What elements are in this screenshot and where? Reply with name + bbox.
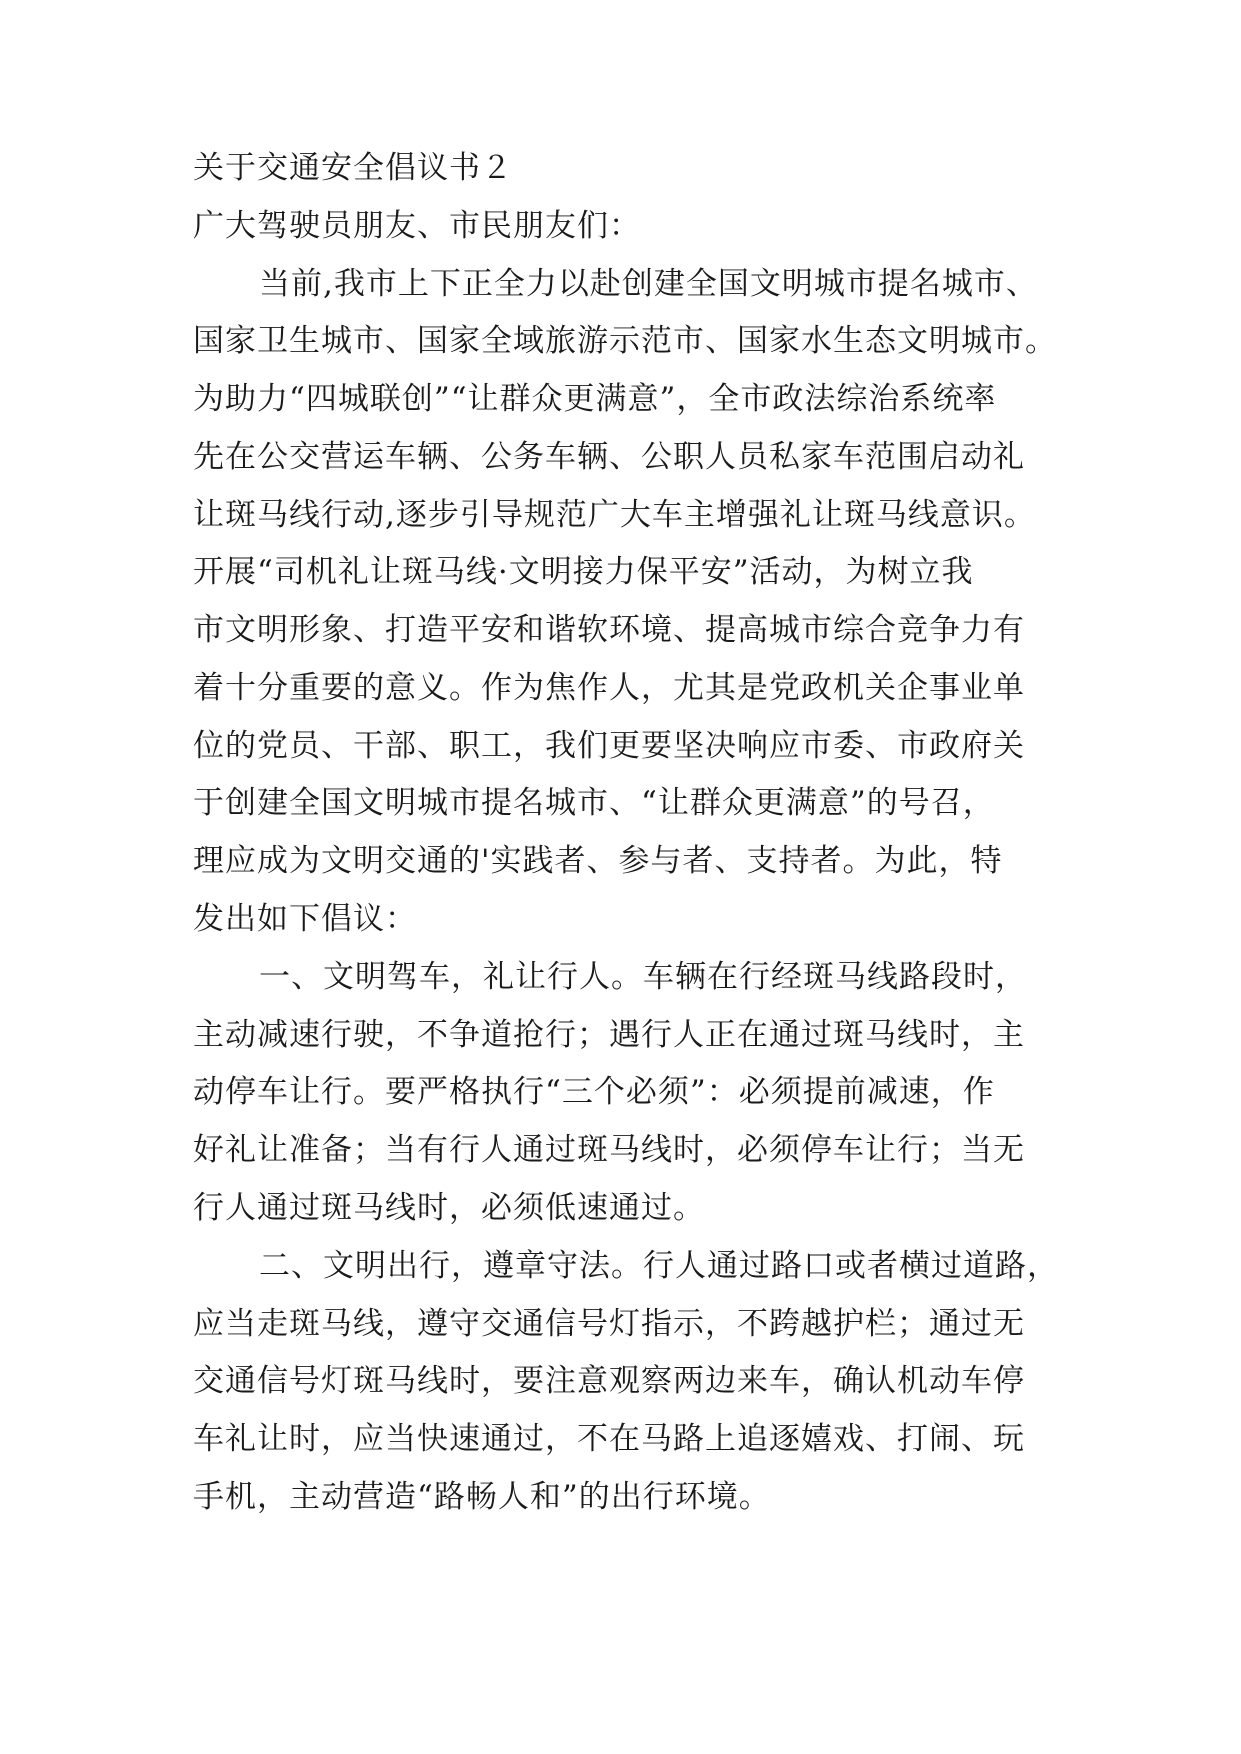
text-line: 着十分重要的意义。作为焦作人，尤其是党政机关企事业单 [193,670,1025,706]
text-line: 一、文明驾车，礼让行人。车辆在行经斑马线路段时， [259,959,1027,995]
document-title: 关于交通安全倡议书２ [193,150,513,186]
text-line: 主动减速行驶，不争道抢行；遇行人正在通过斑马线时，主 [193,1017,1025,1053]
text-line: 让斑马线行动,逐步引导规范广大车主增强礼让斑马线意识。 [193,497,1036,533]
text-line: 当前,我市上下正全力以赴创建全国文明城市提名城市、 [259,266,1038,302]
text-line: 国家卫生城市、国家全域旅游示范市、国家水生态文明城市。 [193,323,1057,359]
text-line: 开展“司机礼让斑马线·文明接力保平安”活动，为树立我 [193,554,974,590]
text-line: 二、文明出行，遵章守法。行人通过路口或者横过道路， [259,1248,1059,1284]
text-line: 理应成为文明交通的'实践者、参与者、支持者。为此，特 [193,843,1003,879]
text-line: 发出如下倡议： [193,901,417,937]
text-line: 为助力“四城联创”“让群众更满意”，全市政法综治系统率 [193,381,997,417]
text-line: 好礼让准备；当有行人通过斑马线时，必须停车让行；当无 [193,1132,1025,1168]
text-line: 手机，主动营造“路畅人和”的出行环境。 [193,1479,771,1515]
text-line: 车礼让时，应当快速通过，不在马路上追逐嬉戏、打闹、玩 [193,1421,1025,1457]
text-line: 动停车让行。要严格执行“三个必须”：必须提前减速，作 [193,1074,995,1110]
text-line: 于创建全国文明城市提名城市、“让群众更满意”的号召， [193,785,995,821]
text-line: 交通信号灯斑马线时，要注意观察两边来车，确认机动车停 [193,1363,1025,1399]
text-line: 行人通过斑马线时，必须低速通过。 [193,1190,705,1226]
salutation: 广大驾驶员朋友、市民朋友们： [193,208,641,244]
text-line: 位的党员、干部、职工，我们更要坚决响应市委、市政府关 [193,728,1025,764]
text-line: 市文明形象、打造平安和谐软环境、提高城市综合竞争力有 [193,612,1025,648]
text-line: 应当走斑马线，遵守交通信号灯指示，不跨越护栏；通过无 [193,1306,1025,1342]
text-line: 先在公交营运车辆、公务车辆、公职人员私家车范围启动礼 [193,439,1025,475]
